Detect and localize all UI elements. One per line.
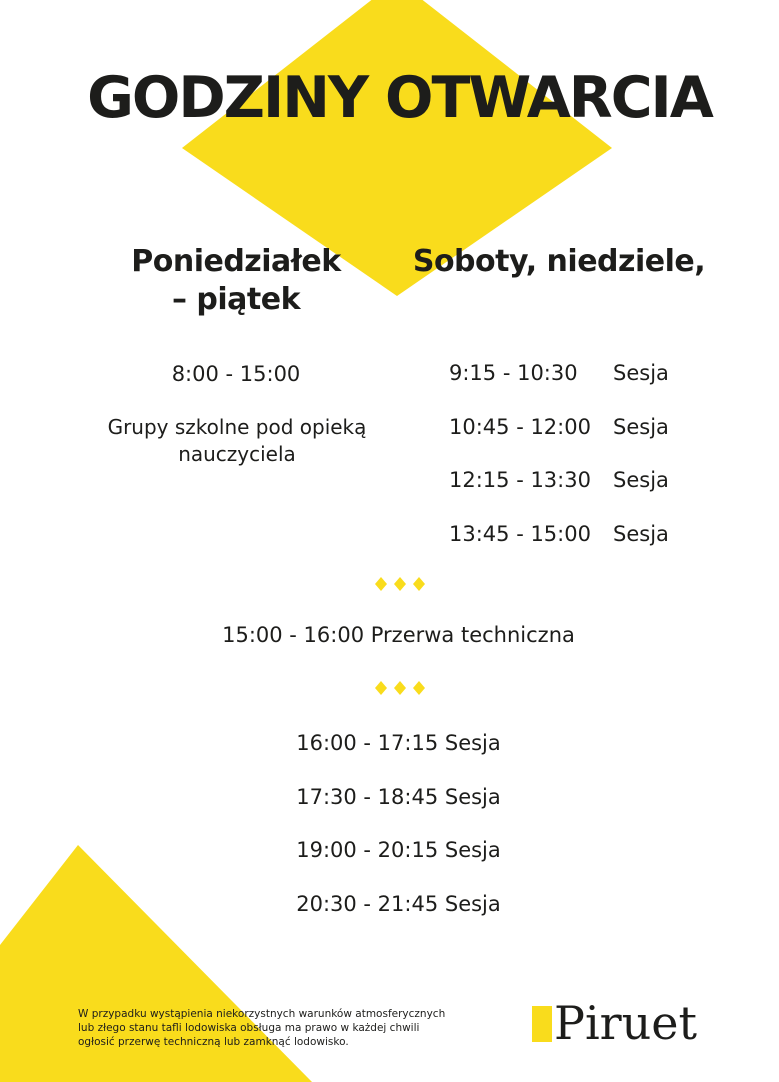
- evening-session: 16:00 - 17:15 Sesja: [296, 731, 501, 755]
- weekdays-note-line1: Grupy szkolne pod opieką: [107, 415, 367, 439]
- session-time: 9:15 - 10:30: [449, 361, 578, 385]
- session-label: Sesja: [613, 522, 669, 546]
- page-title: GODZINY OTWARCIA: [87, 65, 712, 131]
- evening-session: 17:30 - 18:45 Sesja: [296, 785, 501, 809]
- evening-session: 20:30 - 21:45 Sesja: [296, 892, 501, 916]
- weekdays-hours: 8:00 - 15:00: [171, 362, 301, 386]
- weekdays-note-line2: nauczyciela: [178, 442, 296, 466]
- session-time: 13:45 - 15:00: [449, 522, 591, 546]
- session-label: Sesja: [613, 361, 669, 385]
- session-label: Sesja: [613, 415, 669, 439]
- weekend-session-row: [449, 358, 669, 388]
- technical-break: 15:00 - 16:00 Przerwa techniczna: [222, 623, 575, 647]
- disclaimer-line3: ogłosić przerwę techniczną lub zamknąć lodowisko.: [78, 1036, 349, 1048]
- weekdays-heading-line1: Poniedziałek: [131, 244, 341, 279]
- weekend-session-row: [449, 465, 669, 495]
- session-time: 12:15 - 13:30: [449, 468, 591, 492]
- weather-disclaimer: [78, 1007, 498, 1049]
- session-label: Sesja: [613, 468, 669, 492]
- weekend-session-row: [449, 519, 669, 549]
- logo-text: Piruet: [554, 996, 697, 1050]
- weekend-session-row: [449, 412, 669, 442]
- weekdays-heading-line2: – piątek: [171, 282, 301, 317]
- weekdays-note: [92, 414, 382, 468]
- diamond-separator-icon: [374, 680, 426, 696]
- session-time: 10:45 - 12:00: [449, 415, 591, 439]
- logo-accent-bar: [532, 1006, 552, 1042]
- disclaimer-line1: W przypadku wystąpienia niekorzystnych warunków atmosferycznych: [78, 1008, 446, 1020]
- evening-session: 19:00 - 20:15 Sesja: [296, 838, 501, 862]
- disclaimer-line2: lub złego stanu tafli lodowiska obsługa ma prawo w każdej chwili: [78, 1022, 420, 1034]
- weekdays-heading: [110, 243, 362, 319]
- weekend-heading: Soboty, niedziele,: [412, 244, 706, 279]
- diamond-separator-icon: [374, 576, 426, 592]
